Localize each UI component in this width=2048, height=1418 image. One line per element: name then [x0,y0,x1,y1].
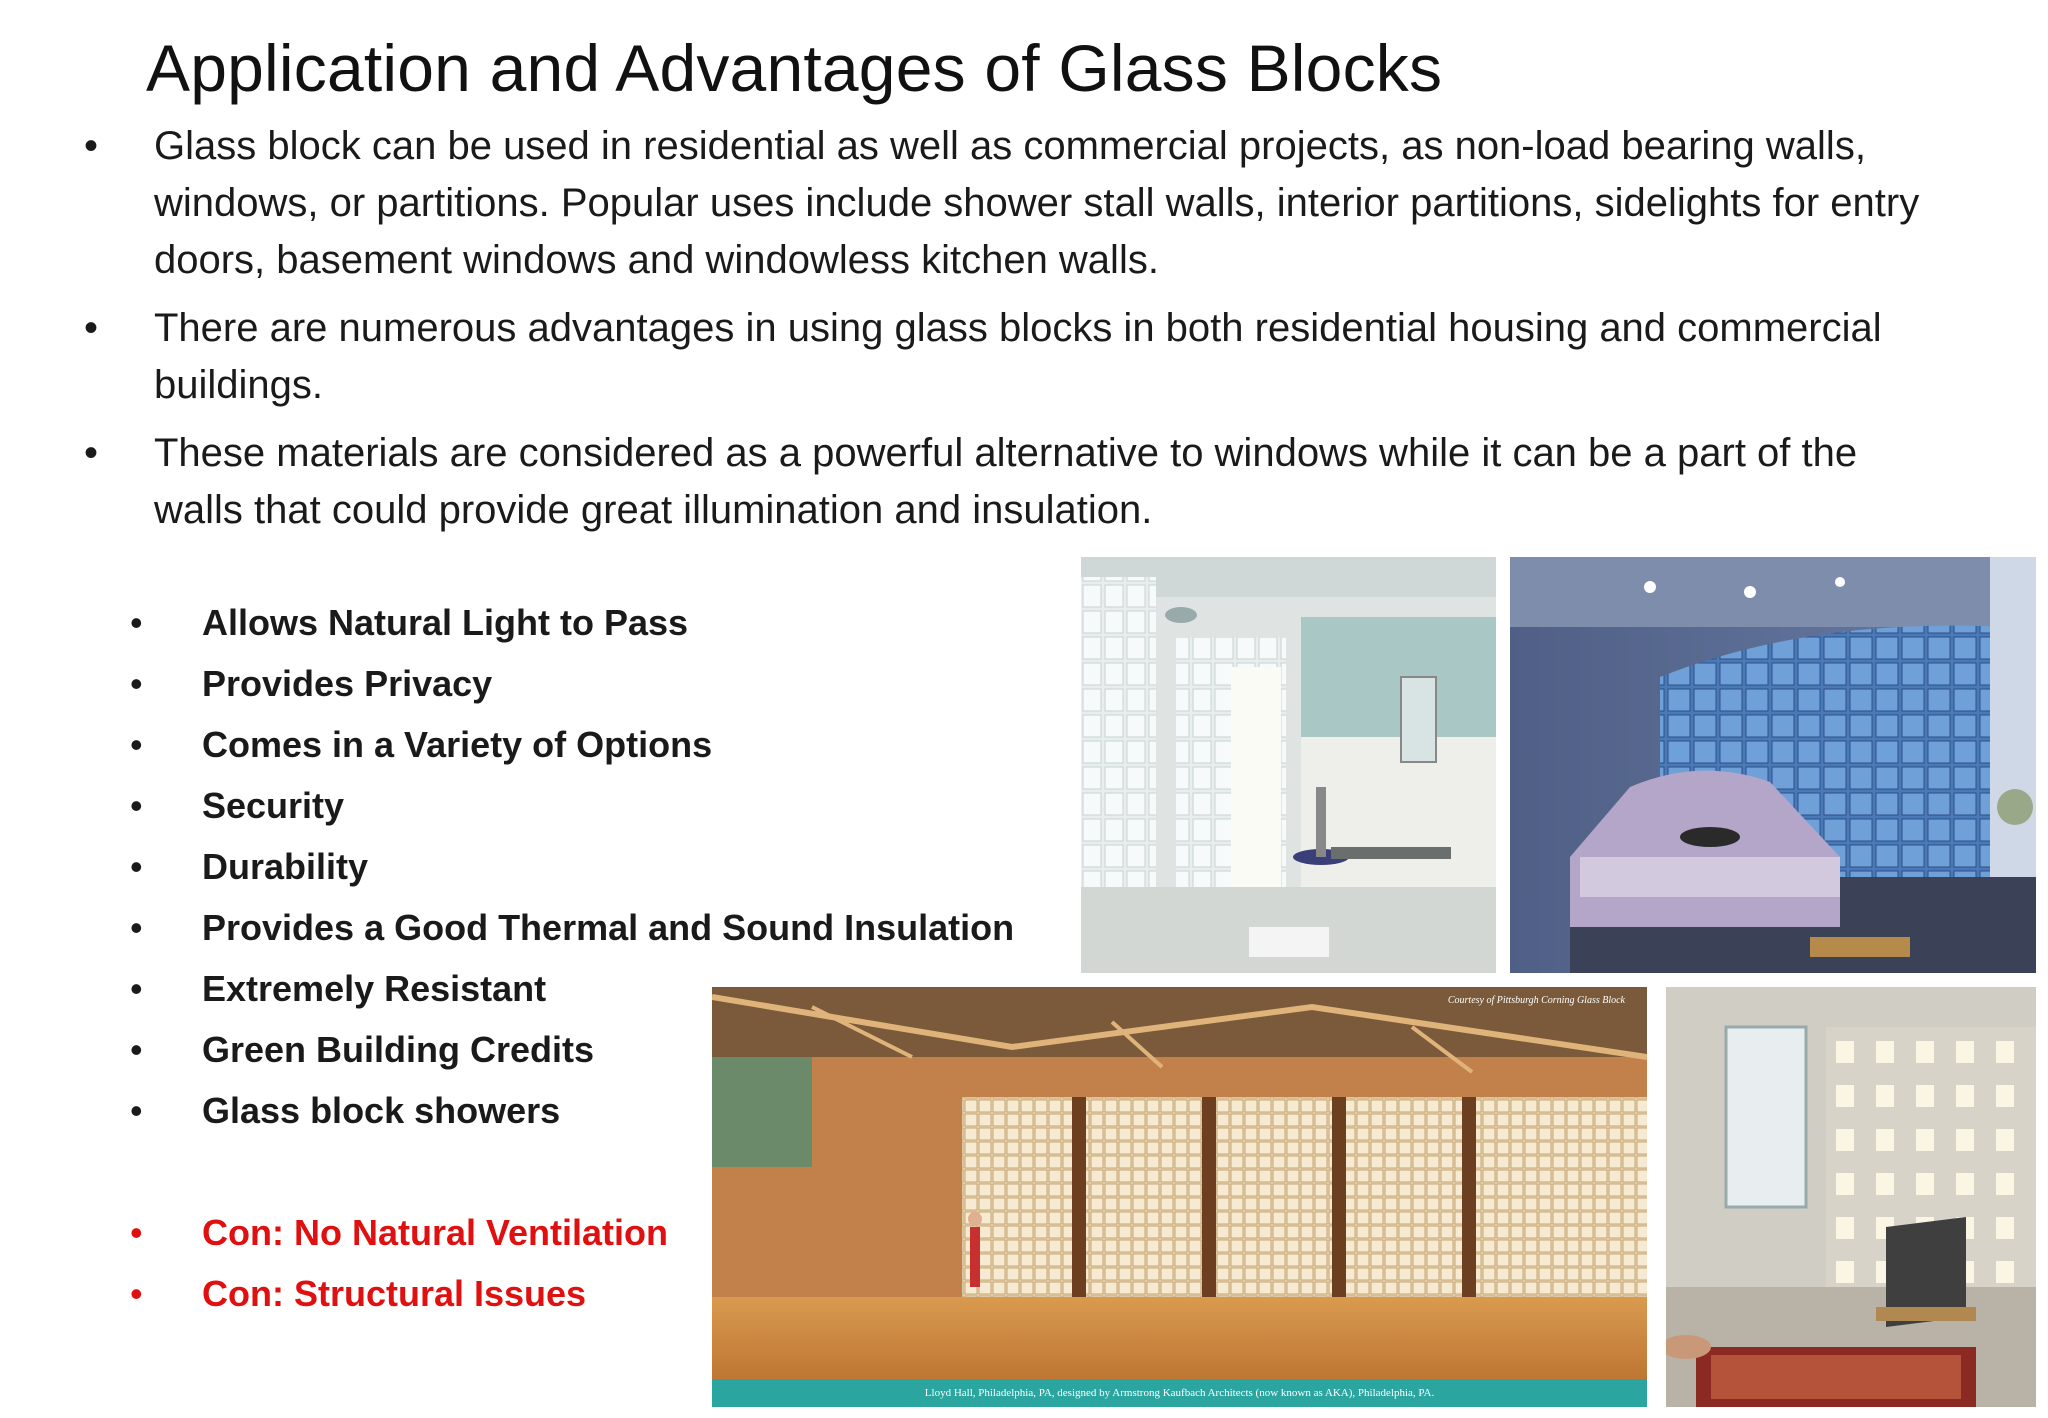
bullet-glyph: • [84,306,99,350]
main-bullet [70,118,1930,289]
main-bullet [70,425,1930,539]
bathroom-photo [1081,557,1496,973]
advantage-item [122,775,1014,836]
bullet-glyph: • [130,968,143,1009]
advantage-text: Green Building Credits [202,1029,595,1070]
bullet-glyph: • [130,1090,143,1131]
advantage-text: Durability [202,846,369,887]
advantage-item [122,592,1014,653]
main-bullet-text: There are numerous advantages in using glass blocks in both residential housing and commercial buildings. [154,306,1882,407]
bullet-glyph: • [130,846,143,887]
bullet-glyph: • [130,1212,143,1253]
advantage-text: Glass block showers [202,1090,561,1131]
living-room-photo [1666,987,2036,1407]
advantage-text: Allows Natural Light to Pass [202,602,689,643]
con-item [122,1202,668,1263]
con-text: Con: Structural Issues [202,1273,587,1314]
advantage-item [122,897,1014,958]
advantage-text: Provides a Good Thermal and Sound Insulation [202,907,1015,948]
main-bullet-text: Glass block can be used in residential as well as commercial projects, as non-load bearing walls, windows, or partitions. Popular uses include shower stall walls, interior partitions, sidelights for entry doors, basement windows and windowless kitchen walls. [154,124,1920,282]
advantage-text: Provides Privacy [202,663,493,704]
advantage-item [122,714,1014,775]
main-bullet-list [70,118,1930,550]
bullet-glyph: • [130,1273,143,1314]
bullet-glyph: • [84,431,99,475]
advantage-text: Comes in a Variety of Options [202,724,713,765]
bullet-glyph: • [130,1029,143,1070]
photo-caption: Lloyd Hall, Philadelphia, PA, designed by Armstrong Kaufbach Architects (now known as AKA), Philadelphia, PA. [712,1379,1647,1407]
bullet-glyph: • [130,663,143,704]
advantage-text: Security [202,785,345,826]
bullet-glyph: • [130,602,143,643]
advantage-item [122,653,1014,714]
bullet-glyph: • [130,907,143,948]
advantage-item [122,836,1014,897]
bedroom-photo [1510,557,2036,973]
main-bullet [70,300,1930,414]
con-item [122,1263,668,1324]
cons-list [122,1202,668,1324]
bullet-glyph: • [130,724,143,765]
bullet-glyph: • [84,124,99,168]
photo-courtesy-text: Courtesy of Pittsburgh Corning Glass Block [1447,995,1625,1006]
slide-title: Application and Advantages of Glass Blocks [146,31,1443,105]
main-bullet-text: These materials are considered as a powerful alternative to windows while it can be a part of the walls that could provide great illumination and insulation. [154,431,1858,532]
advantage-text: Extremely Resistant [202,968,547,1009]
bullet-glyph: • [130,785,143,826]
con-text: Con: No Natural Ventilation [202,1212,669,1253]
gymnasium-photo [712,987,1647,1407]
